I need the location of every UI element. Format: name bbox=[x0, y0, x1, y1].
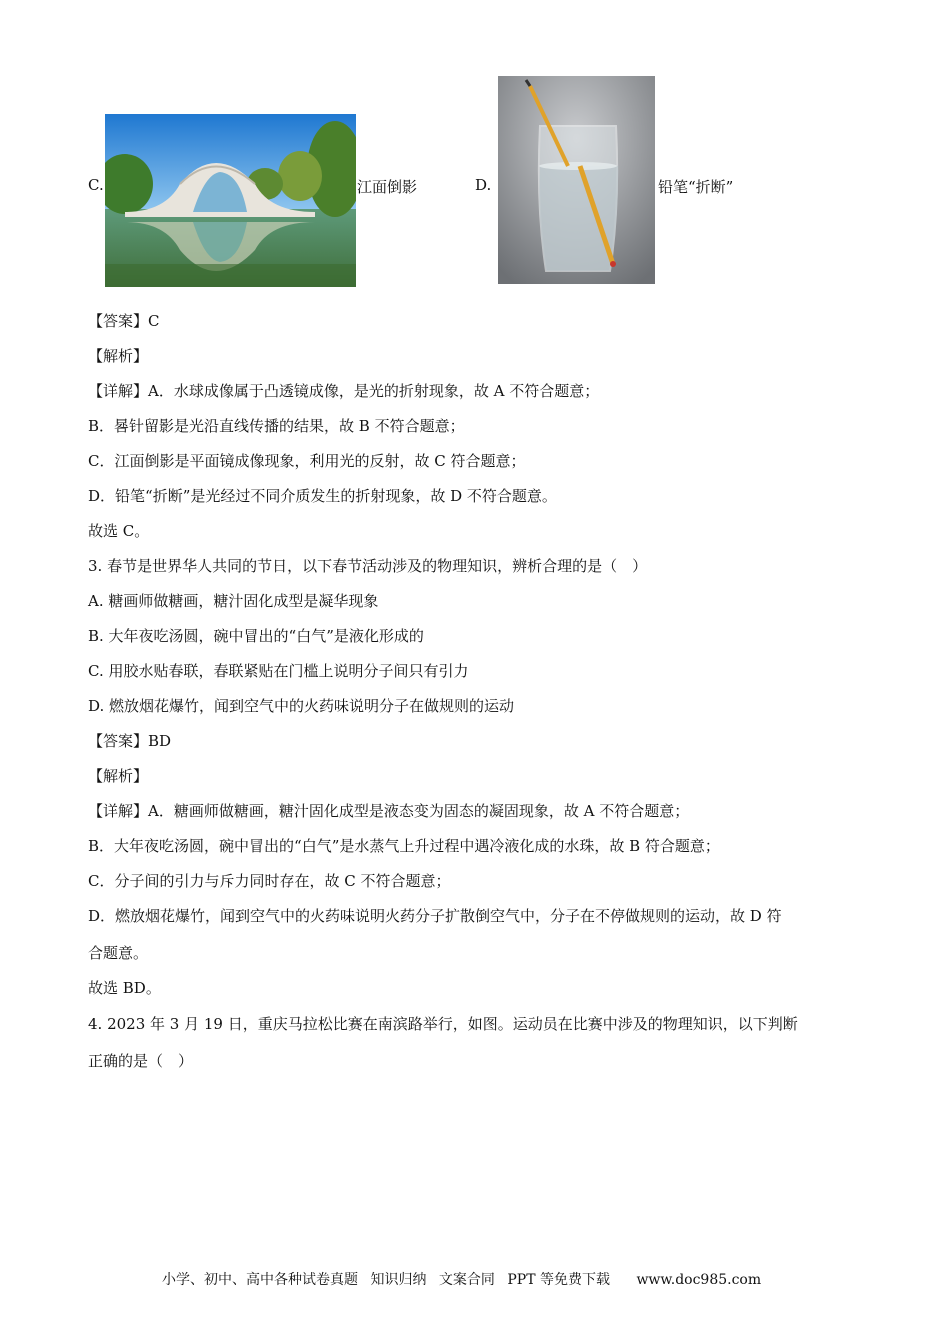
q3-option-a: A. 糖画师做糖画，糖汁固化成型是凝华现象 bbox=[88, 592, 379, 610]
footer-text-exams: 小学、初中、高中各种试卷真题 bbox=[162, 1272, 358, 1288]
footer-text-knowledge: 知识归纳 bbox=[370, 1272, 427, 1288]
q3-option-b: B. 大年夜吃汤圆，碗中冒出的“白气”是液化形成的 bbox=[88, 627, 424, 645]
q3-analysis: 【解析】 bbox=[88, 767, 149, 785]
bridge-reflection-image bbox=[105, 114, 356, 287]
q3-stem: 3. 春节是世界华人共同的节日，以下春节活动涉及的物理知识，辨析合理的是（ ） bbox=[88, 557, 648, 575]
footer-text-docs: 文案合同 bbox=[438, 1272, 495, 1288]
q3-option-c: C. 用胶水贴春联，春联紧贴在门槛上说明分子间只有引力 bbox=[88, 662, 469, 680]
option-c-label: C. bbox=[88, 176, 104, 194]
option-c-caption: 江面倒影 bbox=[357, 178, 418, 196]
q2-detail-c: C．江面倒影是平面镜成像现象，利用光的反射，故 C 符合题意； bbox=[88, 452, 526, 470]
q2-detail-d: D．铅笔“折断”是光经过不同介质发生的折射现象，故 D 不符合题意。 bbox=[88, 487, 557, 505]
option-d-caption: 铅笔“折断” bbox=[658, 178, 734, 196]
pencil-in-glass-image bbox=[498, 76, 655, 284]
footer-url-link[interactable]: www.doc985.com bbox=[636, 1272, 762, 1288]
page-footer bbox=[162, 1269, 769, 1289]
q2-conclusion: 故选 C。 bbox=[88, 522, 150, 540]
footer-text-ppt: PPT 等免费下载 bbox=[507, 1272, 610, 1288]
q3-detail-c: C．分子间的引力与斥力同时存在，故 C 不符合题意； bbox=[88, 872, 451, 890]
q2-answer: 【答案】C bbox=[88, 312, 160, 330]
option-d-label: D. bbox=[475, 176, 492, 194]
q3-detail-d-line2: 合题意。 bbox=[88, 944, 149, 962]
q3-option-d: D. 燃放烟花爆竹，闻到空气中的火药味说明分子在做规则的运动 bbox=[88, 697, 515, 715]
q4-stem-line1: 4. 2023 年 3 月 19 日，重庆马拉松比赛在南滨路举行，如图。运动员在比赛中涉及的物理知识，以下判断 bbox=[88, 1015, 798, 1033]
q3-conclusion: 故选 BD。 bbox=[88, 979, 161, 997]
q3-detail-d-line1: D．燃放烟花爆竹，闻到空气中的火药味说明火药分子扩散倒空气中，分子在不停做规则的运动，故 D 符 bbox=[88, 907, 782, 925]
q3-detail-a: 【详解】A．糖画师做糖画，糖汁固化成型是液态变为固态的凝固现象，故 A 不符合题意； bbox=[88, 802, 690, 820]
q4-stem-line2: 正确的是（ ） bbox=[88, 1052, 194, 1070]
q2-detail-a: 【详解】A．水球成像属于凸透镜成像，是光的折射现象，故 A 不符合题意； bbox=[88, 382, 600, 400]
q2-detail-b: B．晷针留影是光沿直线传播的结果，故 B 不符合题意； bbox=[88, 417, 465, 435]
q2-analysis: 【解析】 bbox=[88, 347, 149, 365]
q3-answer: 【答案】BD bbox=[88, 732, 172, 750]
q3-detail-b: B．大年夜吃汤圆，碗中冒出的“白气”是水蒸气上升过程中遇冷液化成的水珠，故 B 符合题意； bbox=[88, 837, 720, 855]
